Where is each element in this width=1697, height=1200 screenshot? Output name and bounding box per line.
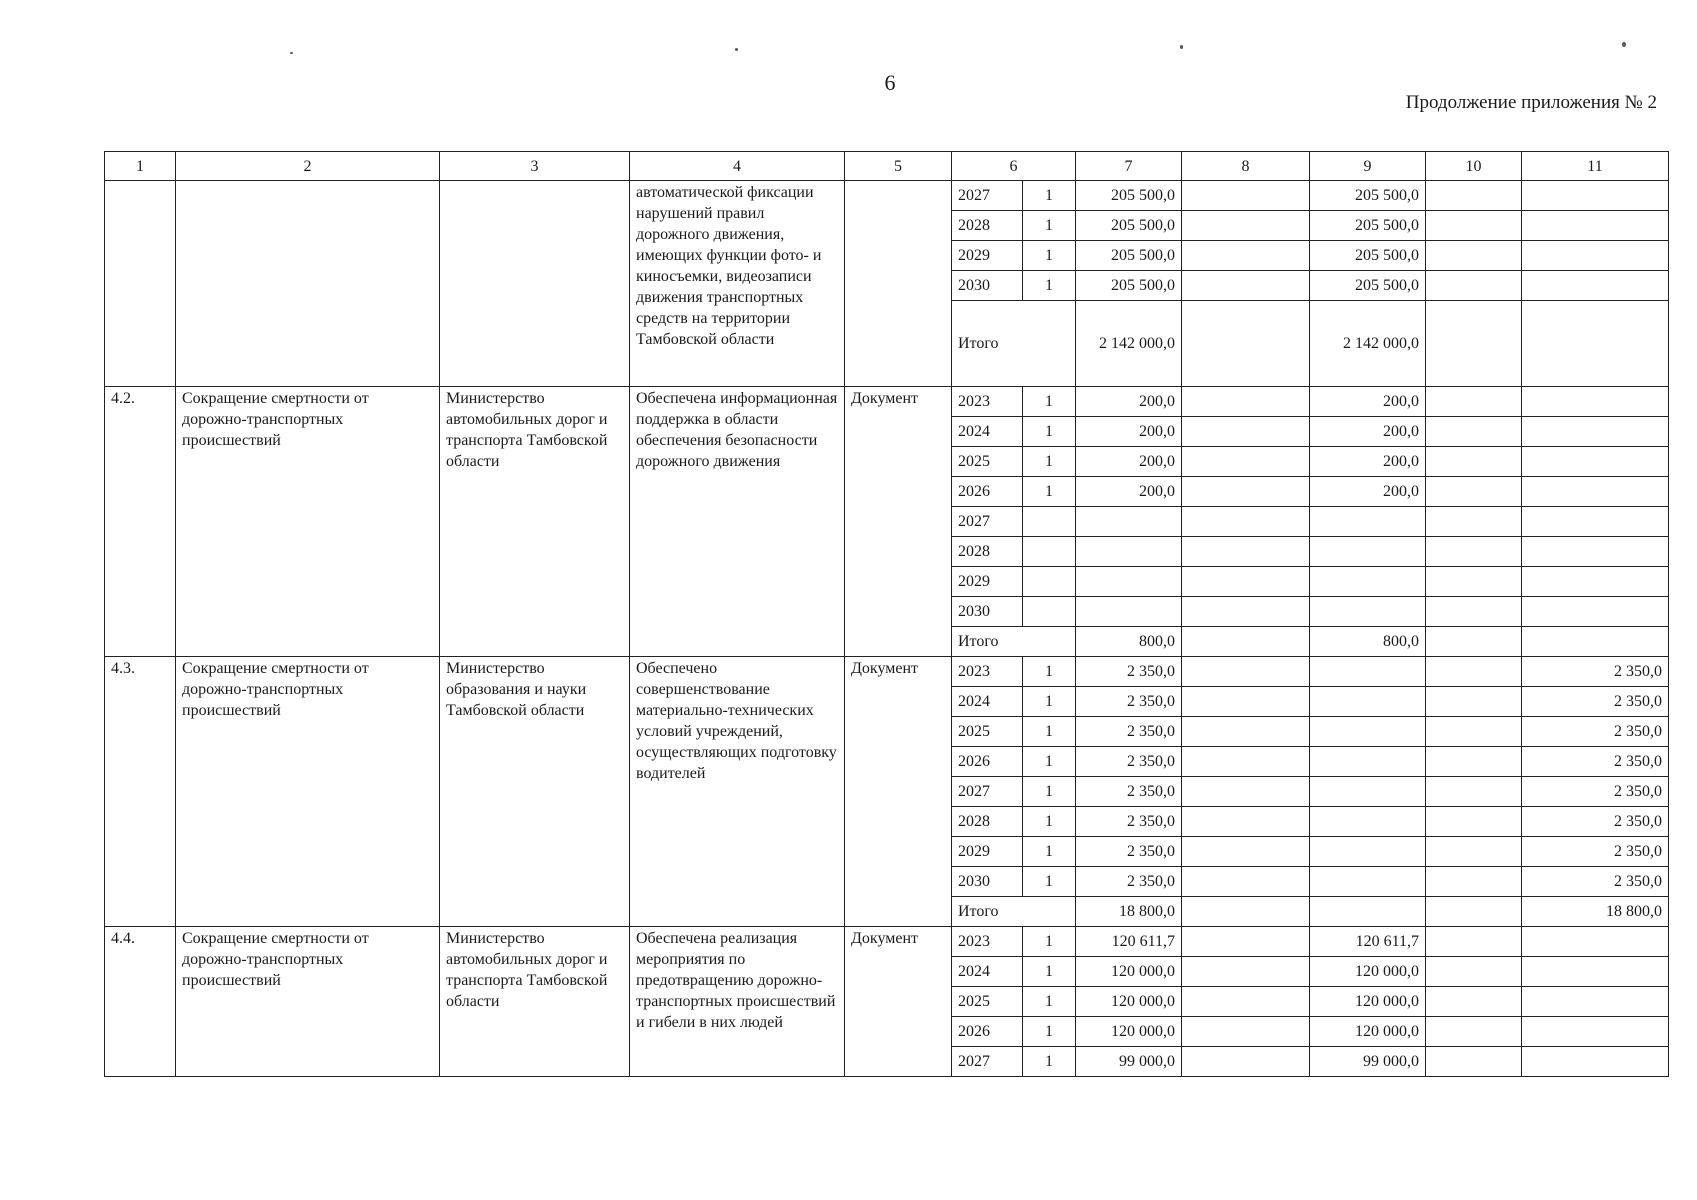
- result-cell: Обеспечена информационная поддержка в области обеспечения безопасности дорожного движения: [630, 387, 845, 657]
- value-cell-11: 2 350,0: [1522, 777, 1669, 807]
- value-cell-9: [1310, 777, 1426, 807]
- value-cell-8: [1182, 1017, 1310, 1047]
- year-cell: 2027: [952, 1047, 1023, 1077]
- value-cell-9: 200,0: [1310, 417, 1426, 447]
- year-cell: 2025: [952, 987, 1023, 1017]
- col-header-2: 2: [176, 152, 440, 181]
- value-cell-11: [1522, 241, 1669, 271]
- value-cell-7: 2 350,0: [1076, 837, 1182, 867]
- count-cell: 1: [1023, 807, 1076, 837]
- value-cell-11: [1522, 271, 1669, 301]
- value-cell-7: 120 000,0: [1076, 957, 1182, 987]
- value-cell-7: 200,0: [1076, 417, 1182, 447]
- value-cell-7: 120 611,7: [1076, 927, 1182, 957]
- value-cell-9: 200,0: [1310, 477, 1426, 507]
- year-cell: 2030: [952, 867, 1023, 897]
- appendix-table: [104, 151, 1669, 1077]
- responsible-cell: Министерство образования и науки Тамбовской области: [440, 657, 630, 927]
- value-cell-9: 120 000,0: [1310, 957, 1426, 987]
- value-cell-8: [1182, 507, 1310, 537]
- value-cell-11: [1522, 597, 1669, 627]
- year-cell: 2030: [952, 271, 1023, 301]
- value-cell-10: [1426, 807, 1522, 837]
- value-cell-9: 120 000,0: [1310, 987, 1426, 1017]
- total-label: Итого: [952, 897, 1076, 927]
- value-cell-10: [1426, 537, 1522, 567]
- count-cell: 1: [1023, 447, 1076, 477]
- value-cell-9: 205 500,0: [1310, 271, 1426, 301]
- value-cell-11: 2 350,0: [1522, 657, 1669, 687]
- value-cell-7: [1076, 537, 1182, 567]
- col-header-9: 9: [1310, 152, 1426, 181]
- value-cell-8: [1182, 181, 1310, 211]
- total-value-8: [1182, 627, 1310, 657]
- total-value-9: [1310, 897, 1426, 927]
- table-row: [105, 181, 1669, 211]
- year-cell: 2029: [952, 567, 1023, 597]
- count-cell: 1: [1023, 867, 1076, 897]
- value-cell-10: [1426, 387, 1522, 417]
- total-value-11: [1522, 627, 1669, 657]
- col-header-5: 5: [845, 152, 952, 181]
- value-cell-7: 120 000,0: [1076, 987, 1182, 1017]
- value-cell-10: [1426, 777, 1522, 807]
- value-cell-10: [1426, 271, 1522, 301]
- value-cell-7: 205 500,0: [1076, 211, 1182, 241]
- responsible-cell: [440, 181, 630, 387]
- count-cell: 1: [1023, 271, 1076, 301]
- value-cell-11: 2 350,0: [1522, 837, 1669, 867]
- total-value-9: 800,0: [1310, 627, 1426, 657]
- value-cell-9: [1310, 867, 1426, 897]
- value-cell-11: 2 350,0: [1522, 687, 1669, 717]
- value-cell-9: 200,0: [1310, 447, 1426, 477]
- value-cell-9: [1310, 747, 1426, 777]
- year-cell: 2024: [952, 417, 1023, 447]
- year-cell: 2025: [952, 717, 1023, 747]
- value-cell-7: [1076, 507, 1182, 537]
- value-cell-11: 2 350,0: [1522, 867, 1669, 897]
- value-cell-9: 200,0: [1310, 387, 1426, 417]
- result-cell: автоматической фиксации нарушений правил дорожного движения, имеющих функции фото- и киносъемки, видеозаписи движения транспортных средств на территории Тамбовской области: [630, 181, 845, 387]
- count-cell: 1: [1023, 777, 1076, 807]
- value-cell-10: [1426, 867, 1522, 897]
- value-cell-11: [1522, 1017, 1669, 1047]
- value-cell-7: 2 350,0: [1076, 717, 1182, 747]
- count-cell: [1023, 507, 1076, 537]
- value-cell-10: [1426, 477, 1522, 507]
- row-number: 4.3.: [105, 657, 176, 927]
- year-cell: 2028: [952, 807, 1023, 837]
- col-header-7: 7: [1076, 152, 1182, 181]
- value-cell-9: 120 611,7: [1310, 927, 1426, 957]
- value-cell-7: 2 350,0: [1076, 807, 1182, 837]
- value-cell-11: [1522, 957, 1669, 987]
- count-cell: 1: [1023, 747, 1076, 777]
- value-cell-7: 120 000,0: [1076, 1017, 1182, 1047]
- year-cell: 2023: [952, 927, 1023, 957]
- total-value-9: 2 142 000,0: [1310, 301, 1426, 387]
- total-label: Итого: [952, 627, 1076, 657]
- count-cell: 1: [1023, 687, 1076, 717]
- document-cell: [845, 181, 952, 387]
- count-cell: 1: [1023, 477, 1076, 507]
- value-cell-10: [1426, 447, 1522, 477]
- count-cell: [1023, 567, 1076, 597]
- continuation-note: Продолжение приложения № 2: [1405, 92, 1657, 113]
- value-cell-9: 205 500,0: [1310, 211, 1426, 241]
- value-cell-7: 205 500,0: [1076, 241, 1182, 271]
- table-row: [105, 387, 1669, 417]
- value-cell-8: [1182, 477, 1310, 507]
- value-cell-8: [1182, 747, 1310, 777]
- value-cell-11: [1522, 507, 1669, 537]
- year-cell: 2027: [952, 181, 1023, 211]
- scan-speck: [1622, 42, 1626, 47]
- value-cell-8: [1182, 1047, 1310, 1077]
- value-cell-10: [1426, 747, 1522, 777]
- count-cell: [1023, 597, 1076, 627]
- col-header-6: 6: [952, 152, 1076, 181]
- column-header-row: [105, 152, 1669, 181]
- value-cell-8: [1182, 271, 1310, 301]
- value-cell-10: [1426, 657, 1522, 687]
- value-cell-10: [1426, 987, 1522, 1017]
- value-cell-10: [1426, 507, 1522, 537]
- count-cell: 1: [1023, 987, 1076, 1017]
- scan-speck: [290, 52, 293, 54]
- document-cell: Документ: [845, 927, 952, 1077]
- value-cell-9: [1310, 717, 1426, 747]
- col-header-10: 10: [1426, 152, 1522, 181]
- count-cell: 1: [1023, 957, 1076, 987]
- total-label: Итого: [952, 301, 1076, 387]
- year-cell: 2027: [952, 507, 1023, 537]
- total-value-10: [1426, 897, 1522, 927]
- total-value-11: 18 800,0: [1522, 897, 1669, 927]
- value-cell-8: [1182, 837, 1310, 867]
- value-cell-10: [1426, 1017, 1522, 1047]
- value-cell-11: 2 350,0: [1522, 807, 1669, 837]
- value-cell-9: [1310, 567, 1426, 597]
- year-cell: 2026: [952, 747, 1023, 777]
- value-cell-7: 205 500,0: [1076, 271, 1182, 301]
- value-cell-7: 2 350,0: [1076, 747, 1182, 777]
- value-cell-11: [1522, 477, 1669, 507]
- year-cell: 2030: [952, 597, 1023, 627]
- value-cell-7: 205 500,0: [1076, 181, 1182, 211]
- value-cell-8: [1182, 717, 1310, 747]
- value-cell-11: [1522, 927, 1669, 957]
- value-cell-9: [1310, 537, 1426, 567]
- value-cell-10: [1426, 927, 1522, 957]
- scan-speck: [735, 48, 738, 51]
- count-cell: 1: [1023, 657, 1076, 687]
- page-number: 6: [884, 70, 896, 95]
- row-number: 4.2.: [105, 387, 176, 657]
- total-value-7: 800,0: [1076, 627, 1182, 657]
- value-cell-11: [1522, 537, 1669, 567]
- value-cell-11: [1522, 387, 1669, 417]
- value-cell-9: [1310, 807, 1426, 837]
- value-cell-9: 205 500,0: [1310, 181, 1426, 211]
- value-cell-11: [1522, 567, 1669, 597]
- year-cell: 2029: [952, 241, 1023, 271]
- count-cell: 1: [1023, 927, 1076, 957]
- value-cell-8: [1182, 927, 1310, 957]
- col-header-8: 8: [1182, 152, 1310, 181]
- value-cell-9: 99 000,0: [1310, 1047, 1426, 1077]
- value-cell-11: [1522, 1047, 1669, 1077]
- row-number: 4.4.: [105, 927, 176, 1077]
- total-value-8: [1182, 897, 1310, 927]
- value-cell-10: [1426, 957, 1522, 987]
- value-cell-9: [1310, 507, 1426, 537]
- value-cell-8: [1182, 957, 1310, 987]
- col-header-1: 1: [105, 152, 176, 181]
- row-number: [105, 181, 176, 387]
- value-cell-11: [1522, 447, 1669, 477]
- goal-cell: Сокращение смертности от дорожно-транспортных происшествий: [176, 387, 440, 657]
- count-cell: [1023, 537, 1076, 567]
- scan-speck: [1180, 45, 1183, 49]
- value-cell-10: [1426, 241, 1522, 271]
- col-header-4: 4: [630, 152, 845, 181]
- value-cell-7: 200,0: [1076, 387, 1182, 417]
- value-cell-10: [1426, 567, 1522, 597]
- year-cell: 2024: [952, 957, 1023, 987]
- count-cell: 1: [1023, 1017, 1076, 1047]
- value-cell-7: 200,0: [1076, 477, 1182, 507]
- value-cell-8: [1182, 687, 1310, 717]
- year-cell: 2027: [952, 777, 1023, 807]
- goal-cell: [176, 181, 440, 387]
- value-cell-8: [1182, 241, 1310, 271]
- table-row: [105, 657, 1669, 687]
- value-cell-7: 200,0: [1076, 447, 1182, 477]
- value-cell-10: [1426, 211, 1522, 241]
- value-cell-11: [1522, 181, 1669, 211]
- count-cell: 1: [1023, 837, 1076, 867]
- total-value-7: 2 142 000,0: [1076, 301, 1182, 387]
- value-cell-7: 2 350,0: [1076, 657, 1182, 687]
- year-cell: 2026: [952, 477, 1023, 507]
- count-cell: 1: [1023, 1047, 1076, 1077]
- col-header-11: 11: [1522, 152, 1669, 181]
- value-cell-8: [1182, 211, 1310, 241]
- year-cell: 2028: [952, 537, 1023, 567]
- value-cell-8: [1182, 987, 1310, 1017]
- total-value-11: [1522, 301, 1669, 387]
- count-cell: 1: [1023, 717, 1076, 747]
- value-cell-8: [1182, 387, 1310, 417]
- count-cell: 1: [1023, 241, 1076, 271]
- value-cell-7: 2 350,0: [1076, 687, 1182, 717]
- count-cell: 1: [1023, 417, 1076, 447]
- value-cell-7: 2 350,0: [1076, 867, 1182, 897]
- year-cell: 2028: [952, 211, 1023, 241]
- value-cell-11: 2 350,0: [1522, 717, 1669, 747]
- value-cell-9: 120 000,0: [1310, 1017, 1426, 1047]
- value-cell-9: [1310, 687, 1426, 717]
- value-cell-9: [1310, 837, 1426, 867]
- value-cell-7: [1076, 597, 1182, 627]
- value-cell-10: [1426, 1047, 1522, 1077]
- year-cell: 2023: [952, 387, 1023, 417]
- value-cell-10: [1426, 417, 1522, 447]
- value-cell-7: 99 000,0: [1076, 1047, 1182, 1077]
- value-cell-10: [1426, 837, 1522, 867]
- value-cell-8: [1182, 807, 1310, 837]
- result-cell: Обеспечена реализация мероприятия по предотвращению дорожно-транспортных происшествий и гибели в них людей: [630, 927, 845, 1077]
- goal-cell: Сокращение смертности от дорожно-транспортных происшествий: [176, 927, 440, 1077]
- value-cell-8: [1182, 867, 1310, 897]
- value-cell-7: [1076, 567, 1182, 597]
- table-row: [105, 927, 1669, 957]
- col-header-3: 3: [440, 152, 630, 181]
- value-cell-9: [1310, 657, 1426, 687]
- result-cell: Обеспечено совершенствование материально-технических условий учреждений, осуществляющих подготовку водителей: [630, 657, 845, 927]
- value-cell-11: [1522, 211, 1669, 241]
- value-cell-8: [1182, 447, 1310, 477]
- total-value-7: 18 800,0: [1076, 897, 1182, 927]
- value-cell-11: [1522, 987, 1669, 1017]
- total-value-10: [1426, 301, 1522, 387]
- value-cell-10: [1426, 717, 1522, 747]
- value-cell-8: [1182, 537, 1310, 567]
- value-cell-8: [1182, 567, 1310, 597]
- value-cell-10: [1426, 181, 1522, 211]
- value-cell-7: 2 350,0: [1076, 777, 1182, 807]
- year-cell: 2029: [952, 837, 1023, 867]
- value-cell-8: [1182, 777, 1310, 807]
- count-cell: 1: [1023, 387, 1076, 417]
- year-cell: 2024: [952, 687, 1023, 717]
- value-cell-9: [1310, 597, 1426, 627]
- count-cell: 1: [1023, 181, 1076, 211]
- value-cell-8: [1182, 657, 1310, 687]
- total-value-8: [1182, 301, 1310, 387]
- goal-cell: Сокращение смертности от дорожно-транспортных происшествий: [176, 657, 440, 927]
- document-cell: Документ: [845, 387, 952, 657]
- value-cell-8: [1182, 417, 1310, 447]
- document-cell: Документ: [845, 657, 952, 927]
- value-cell-11: 2 350,0: [1522, 747, 1669, 777]
- year-cell: 2023: [952, 657, 1023, 687]
- responsible-cell: Министерство автомобильных дорог и транспорта Тамбовской области: [440, 387, 630, 657]
- responsible-cell: Министерство автомобильных дорог и транспорта Тамбовской области: [440, 927, 630, 1077]
- total-value-10: [1426, 627, 1522, 657]
- value-cell-10: [1426, 597, 1522, 627]
- value-cell-11: [1522, 417, 1669, 447]
- value-cell-10: [1426, 687, 1522, 717]
- value-cell-8: [1182, 597, 1310, 627]
- value-cell-9: 205 500,0: [1310, 241, 1426, 271]
- year-cell: 2026: [952, 1017, 1023, 1047]
- year-cell: 2025: [952, 447, 1023, 477]
- count-cell: 1: [1023, 211, 1076, 241]
